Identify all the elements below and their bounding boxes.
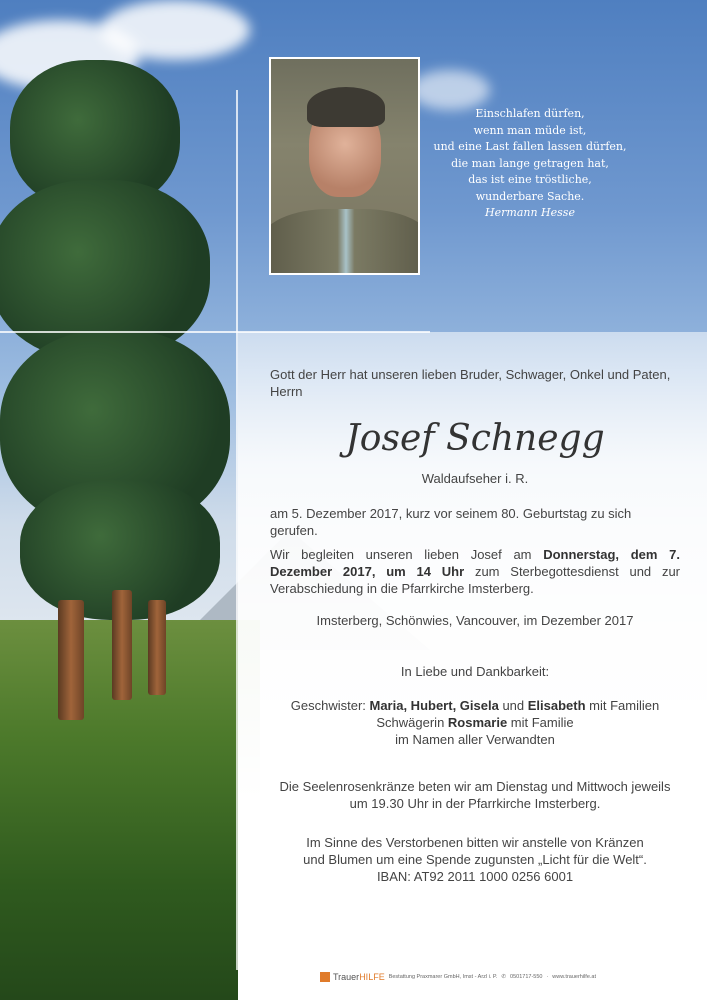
company-name: Bestattung Praxmarer GmbH, Imst - Arzl i. P.: [388, 974, 498, 980]
cross-vertical: [236, 90, 238, 970]
mourners-list: [270, 697, 680, 748]
tree-trunk: [112, 590, 132, 700]
logo-accent: HILFE: [359, 972, 385, 982]
iban-line: IBAN: AT92 2011 1000 0256 6001: [376, 869, 574, 884]
quote-line: Einschlafen dürfen,: [475, 107, 585, 120]
funeral-date: Donnerstag, dem 7. Dezember 2017, um 14 Uhr: [270, 547, 680, 579]
quote-line: das ist eine tröstliche,: [468, 173, 592, 186]
siblings-and: und: [498, 698, 528, 713]
donation-text: [270, 834, 680, 885]
footer: [320, 970, 596, 984]
quote-line: die man lange getragen hat,: [451, 156, 609, 170]
rosary-line: um 19.30 Uhr in der Pfarrkirche Imsterberg.: [349, 796, 601, 811]
sister-in-law-suffix: mit Familie: [507, 715, 574, 730]
phone-icon: ✆: [501, 974, 507, 980]
portrait-body: [269, 209, 420, 275]
cloud: [100, 0, 250, 60]
funeral-text-pre: Wir begleiten unseren lieben Josef am: [270, 547, 544, 562]
funeral-text: [270, 546, 680, 597]
logo-main: Trauer: [333, 972, 360, 982]
portrait-photo: [269, 57, 420, 275]
rosary-line: Die Seelenrosenkränze beten wir am Dienstag und Mittwoch jeweils: [279, 779, 671, 794]
donation-line: und Blumen um eine Spende zugunsten „Licht für die Welt“.: [303, 852, 647, 867]
deceased-name: Josef Schnegg: [345, 418, 605, 459]
tree-trunk: [148, 600, 166, 695]
trauerhilfe-logo: [333, 972, 385, 982]
quote-line: wenn man müde ist,: [473, 123, 587, 137]
quote-line: und eine Last fallen lassen dürfen,: [433, 140, 627, 153]
place-date: Imsterberg, Schönwies, Vancouver, im Dezember 2017: [316, 613, 634, 628]
love-gratitude: In Liebe und Dankbarkeit:: [400, 664, 550, 679]
cross-horizontal: [0, 331, 430, 333]
phone-number: 0501717-550: [510, 974, 543, 980]
death-text: am 5. Dezember 2017, kurz vor seinem 80. Geburtstag zu sich gerufen.: [270, 506, 632, 538]
website-link[interactable]: www.trauerhilfe.at: [552, 974, 597, 980]
portrait-hair: [307, 87, 385, 127]
separator: ·: [546, 974, 549, 980]
donation-line: Im Sinne des Verstorbenen bitten wir anstelle von Kränzen: [306, 835, 644, 850]
trauerhilfe-logo-icon: [320, 972, 330, 982]
tree-trunk: [58, 600, 84, 720]
siblings-line: [270, 697, 680, 714]
quote-line: wunderbare Sache.: [475, 189, 585, 203]
quote-author: Hermann Hesse: [485, 206, 575, 219]
funeral-text-post: zum Sterbegottesdienst und zur Verabschiedung in die Pfarrkirche Imsterberg.: [270, 564, 680, 596]
quote-block: [430, 106, 630, 222]
cloud: [410, 70, 490, 110]
rosary-text: [270, 778, 680, 812]
relatives-line: im Namen aller Verwandten: [395, 732, 555, 747]
sister-in-law-label: Schwägerin: [376, 715, 448, 730]
siblings-label: Geschwister:: [290, 698, 370, 713]
sister-in-law-name: Rosmarie: [447, 715, 508, 730]
intro-text: Gott der Herr hat unseren lieben Bruder, Schwager, Onkel und Paten, Herrn: [270, 367, 671, 399]
occupation: Waldaufseher i. R.: [421, 471, 529, 486]
sister-in-law-line: [270, 714, 680, 731]
siblings-names: Maria, Hubert, Gisela: [369, 698, 499, 713]
siblings-name-last: Elisabeth: [527, 698, 586, 713]
siblings-suffix: mit Familien: [585, 698, 660, 713]
